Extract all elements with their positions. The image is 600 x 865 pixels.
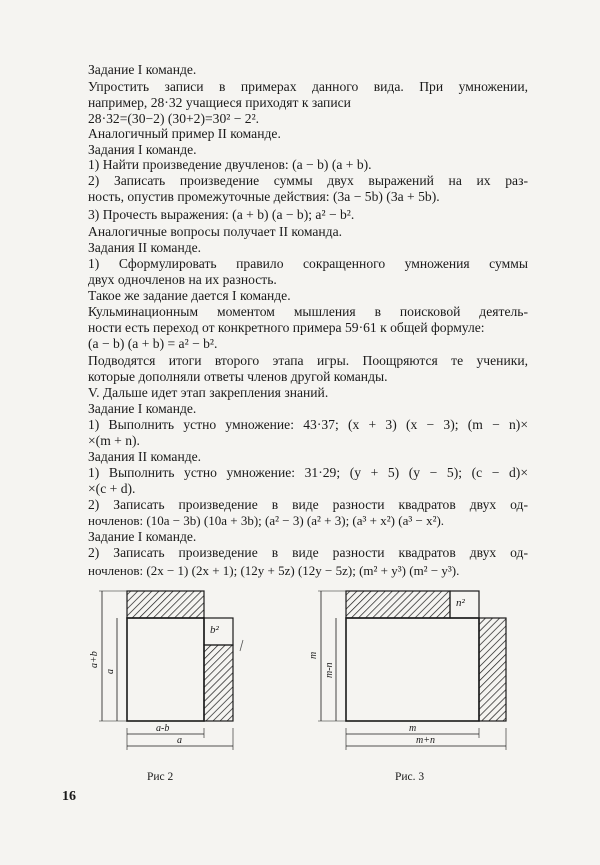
text-line: Упростить записи в примерах данного вида. При умножении, — [88, 79, 528, 94]
text-line: ности есть переход от конкретного примера 59·61 к общей формуле: — [88, 320, 485, 335]
text-line: Задание I команде. — [88, 529, 197, 544]
text-line: 3) Прочесть выражения: (a + b) (a − b); a² − b². — [88, 207, 355, 222]
text-line: например, 28·32 учащиеся приходят к записи — [88, 95, 351, 110]
text-line: ность, опустив промежуточные действия: (3a − 5b) (3a + 5b). — [88, 189, 440, 204]
label-a-plus-b: a+b — [89, 651, 100, 668]
hatched-side-strip — [204, 645, 233, 721]
text-line: 2) Записать произведение суммы двух выражений на их раз- — [88, 173, 528, 188]
text-line: которые дополняли ответы членов другой команды. — [88, 369, 388, 384]
text-line: 1) Выполнить устно умножение: 31·29; (y + 5) (y − 5); (c − d)× — [88, 465, 528, 480]
text-line: 1) Найти произведение двучленов: (a − b) (a + b). — [88, 157, 372, 172]
figure-2 — [89, 591, 233, 750]
text-line: Аналогичные вопросы получает II команда. — [88, 224, 343, 239]
figure-2-caption: Рис 2 — [147, 771, 174, 783]
label-a-minus-b: a-b — [156, 723, 170, 734]
text-line: ×(c + d). — [88, 481, 136, 496]
text-line: V. Дальше идет этап закрепления знаний. — [88, 385, 329, 400]
label-b-squared: b² — [210, 624, 219, 636]
main-square — [127, 618, 204, 721]
label-m-left: m — [308, 651, 319, 659]
text-line: 1) Выполнить устно умножение: 43·37; (x + 3) (x − 3); (m − n)× — [88, 417, 528, 432]
text-line: Аналогичный пример II команде. — [88, 126, 281, 141]
stray-mark — [240, 640, 243, 651]
text-line: 2) Записать произведение в виде разности квадратов двух од- — [88, 545, 528, 560]
text-line: Задания I команде. — [88, 142, 197, 157]
label-m-plus-n: m+n — [416, 735, 435, 746]
hatched-top-strip — [127, 591, 204, 618]
text-line: ×(m + n). — [88, 433, 140, 448]
hatched-side-strip — [479, 618, 506, 721]
figure-3-caption: Рис. 3 — [395, 771, 425, 783]
text-line: ночленов: (10a − 3b) (10a + 3b); (a² − 3) (a² + 3); (a³ + x²) (a³ − x²). — [88, 513, 445, 528]
label-a-left: a — [105, 669, 116, 674]
label-n-squared: n² — [456, 597, 465, 609]
text-line: Задание I команде. — [88, 401, 197, 416]
text-line: Задание I команде. — [88, 62, 197, 77]
label-m-minus-n: m-n — [324, 662, 335, 678]
hatched-top-strip — [346, 591, 450, 618]
label-a-bottom: a — [177, 735, 182, 746]
text-line: 2) Записать произведение в виде разности квадратов двух од- — [88, 497, 528, 512]
text-line: Кульминационным моментом мышления в поисковой деятель- — [88, 304, 528, 319]
text-line: ночленов: (2x − 1) (2x + 1); (12y + 5z) (12y − 5z); (m² + y³) (m² − y³). — [88, 563, 460, 578]
text-line: Задания II команде. — [88, 240, 202, 255]
figure-3 — [308, 591, 506, 750]
label-m-bottom: m — [409, 723, 417, 734]
text-line: Подводятся итоги второго этапа игры. Поощряются те ученики, — [88, 353, 528, 368]
page-number: 16 — [62, 789, 76, 804]
main-rectangle — [346, 618, 479, 721]
text-line: двух одночленов на их разность. — [88, 272, 277, 287]
text-line: (a − b) (a + b) = a² − b². — [88, 336, 218, 351]
text-line: Задания II команде. — [88, 449, 202, 464]
text-line: 1) Сформулировать правило сокращенного умножения суммы — [88, 256, 528, 271]
text-line: 28·32=(30−2) (30+2)=30² − 2². — [88, 111, 260, 126]
text-line: Такое же задание дается I команде. — [88, 288, 291, 303]
